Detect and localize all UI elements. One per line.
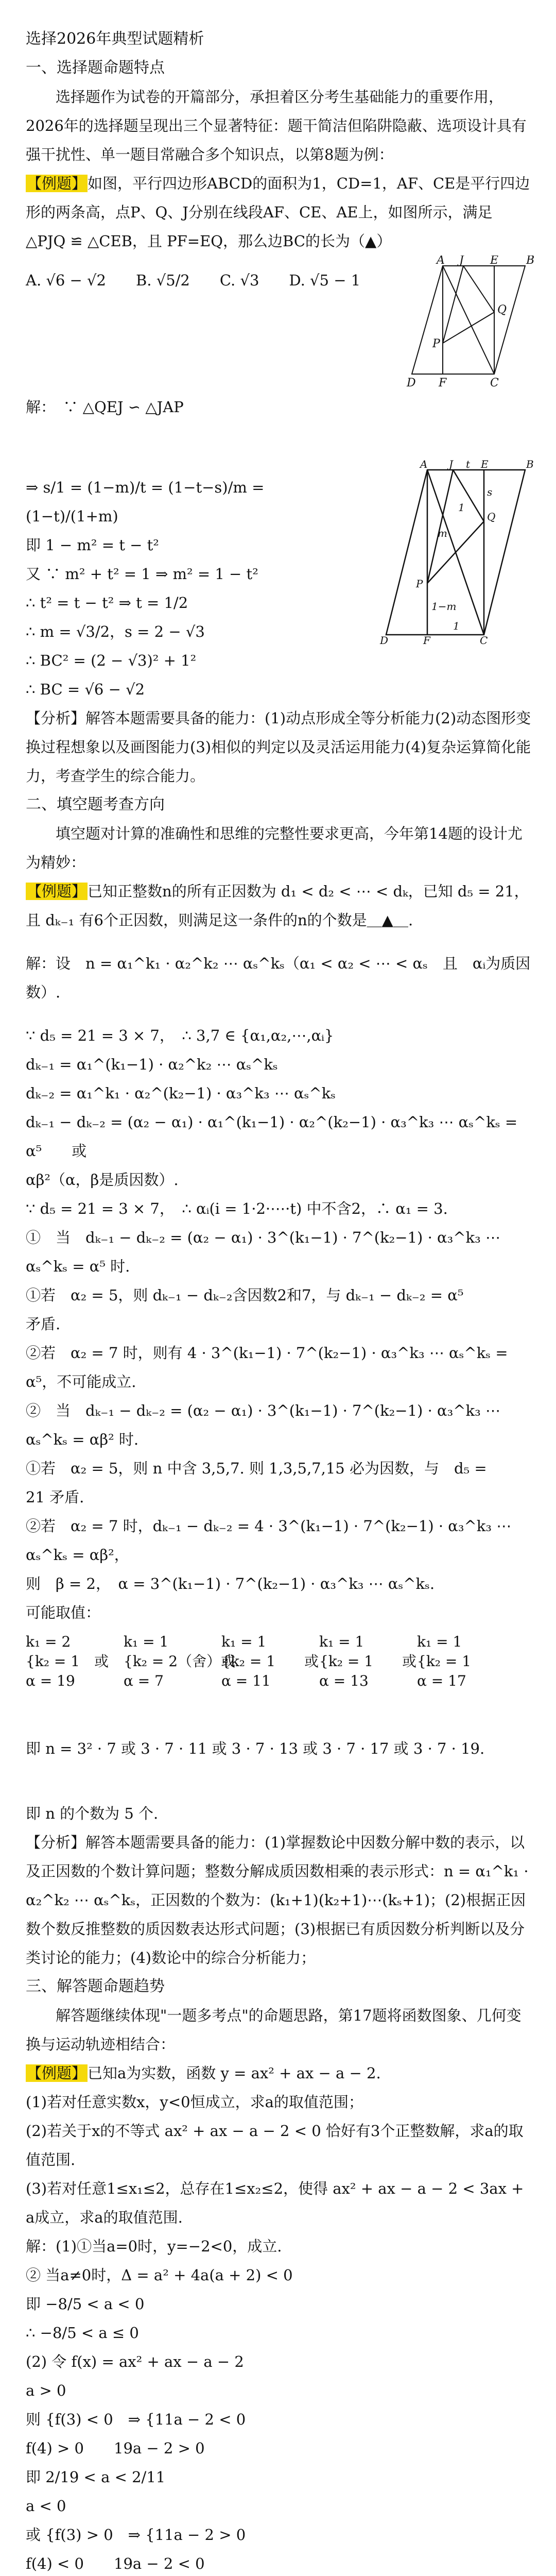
solution-line: αβ²（α，β是质因数）.: [26, 1171, 179, 1189]
solution-line: ① 当 dₖ₋₁ − dₖ₋₂ = (α₂ − α₁) · 3^(k₁−1) · 7^(k₂−1) · α₃^k₃ ⋯ αₛ^kₛ = α⁵ 时.: [26, 1229, 500, 1275]
solution-line: 则 β = 2， α = 3^(k₁−1) · 7^(k₂−1) · α₃^k₃ ⋯ αₛ^kₛ.: [26, 1575, 435, 1592]
figure-label: 1: [458, 501, 465, 514]
solution-line: 解：设 n = α₁^k₁ · α₂^k₂ ⋯ αₛ^kₛ（α₁ < α₂ < ⋯ < αₛ 且 αᵢ为质因数）.: [26, 955, 531, 1001]
question-part: (2)若关于x的不等式 ax² + ax − a − 2 < 0 恰好有3个正整数解，求a的取值范围.: [26, 2122, 524, 2168]
solution-line: f(4) < 0 19a − 2 < 0: [26, 2555, 205, 2572]
figure-parallelogram-1: [381, 256, 535, 389]
solution-line: f(4) > 0 19a − 2 > 0: [26, 2439, 205, 2457]
solution-line: ∴ BC² = (2 − √3)² + 1²: [26, 652, 197, 669]
figure-label: s: [487, 486, 493, 498]
example-text: 如图，平行四边形ABCD的面积为1，CD=1，AF、CE是平行四边形的两条高，点P、Q、J分别在线段AF、CE、AE上，如图所示，满足 △PJQ ≌ △CEB，且 PF=EQ，那么边BC的长为（▲）: [26, 175, 530, 250]
question-part: (1)若对任意实数x，y<0恒成立，求a的取值范围；: [26, 2093, 363, 2111]
solution-line: dₖ₋₁ = α₁^(k₁−1) · α₂^k₂ ⋯ αₛ^kₛ: [26, 1056, 278, 1073]
solution-line: 解：(1)①当a=0时，y=−2<0，成立.: [26, 2238, 282, 2255]
solution-line: 矛盾.: [26, 1315, 61, 1333]
case-cell: k₁ = 1 {k₂ = 1 α = 17: [417, 1633, 472, 1689]
figure-label: Q: [497, 303, 507, 316]
solution-line: ①若 α₂ = 5，则 dₖ₋₁ − dₖ₋₂含因数2和7，与 dₖ₋₁ − dₖ₋₂ = α⁵: [26, 1286, 464, 1304]
solution-line: ② 当a≠0时，Δ = a² + 4a(a + 2) < 0: [26, 2266, 293, 2284]
solution-line: ∵ d₅ = 21 = 3 × 7， ∴ 3,7 ∈ {α₁,α₂,⋯,αᵢ}: [26, 1027, 334, 1044]
solution-line: ②若 α₂ = 7 时，dₖ₋₁ − dₖ₋₂ = 4 · 3^(k₁−1) · 7^(k₂−1) · α₃^k₃ ⋯ αₛ^kₛ = αβ²，: [26, 1517, 512, 1564]
figure-label: Q: [487, 511, 496, 523]
paragraph: 选择题作为试卷的开篇部分，承担着区分考生基础能力的重要作用，2026年的选择题呈现出三个显著特征：题干简洁但陷阱隐蔽、选项设计具有强干扰性、单一题目常融合多个知识点，以第8题为例：: [26, 88, 527, 163]
solution-line: (2) 令 f(x) = ax² + ax − a − 2: [26, 2353, 244, 2370]
solution-line: ∵ d₅ = 21 = 3 × 7， ∴ αᵢ(i = 1·2·⋯·t) 中不含2，∴ α₁ = 3.: [26, 1200, 448, 1217]
figure-label: m: [438, 527, 447, 539]
figure-label: P: [416, 578, 423, 590]
example-tag: 【例题】: [27, 175, 87, 192]
figure-label: 1: [453, 620, 460, 632]
solution-line: 可能取值：: [26, 1604, 101, 1621]
solution-line: ⇒ s/1 = (1−m)/t = (1−t−s)/m = (1−t)/(1+m): [26, 479, 265, 525]
figure-label: A: [420, 460, 428, 470]
analysis-1: 【分析】解答本题需要具备的能力：(1)动点形成全等分析能力(2)动态图形变换过程想象以及画图能力(3)相似的判定以及灵活运用能力(4)复杂运算简化能力，考查学生的综合能力。: [26, 709, 531, 785]
solution-line: ②若 α₂ = 7 时，则有 4 · 3^(k₁−1) · 7^(k₂−1) · α₃^k₃ ⋯ αₛ^kₛ = α⁵，不可能成立.: [26, 1344, 508, 1391]
solution-line: 解： ∵ △QEJ ∽ △JAP: [26, 398, 184, 416]
example-tag: 【例题】: [27, 2064, 87, 2082]
solution-line: ② 当 dₖ₋₁ − dₖ₋₂ = (α₂ − α₁) · 3^(k₁−1) · 7^(k₂−1) · α₃^k₃ ⋯ αₛ^kₛ = αβ² 时.: [26, 1402, 500, 1448]
solution-line: a > 0: [26, 2382, 66, 2399]
example-2: [26, 877, 535, 935]
solution-line: ①若 α₂ = 5，则 n 中含 3,5,7. 则 1,3,5,7,15 必为因数，与 d₅ =: [26, 1460, 487, 1477]
example-tag: 【例题】: [27, 883, 87, 900]
solution-line: ∴ −8/5 < a ≤ 0: [26, 2324, 139, 2342]
figure-label: P: [432, 337, 440, 350]
figure-label: 1−m: [431, 600, 457, 613]
figure-parallelogram-2: [360, 460, 535, 645]
paragraph: 解答题继续体现"一题多考点"的命题思路，第17题将函数图象、几何变换与运动轨迹相结合：: [26, 2007, 522, 2053]
section-heading-answer: 三、解答题命题趋势: [26, 1977, 165, 1995]
solution-line: 即 n 的个数为 5 个.: [26, 1805, 159, 1822]
question-part: (3)若对任意1≤x₁≤2，总存在1≤x₂≤2，使得 ax² + ax − a − 2 < 3ax + a成立，求a的取值范围.: [26, 2180, 524, 2226]
figure-label: B: [526, 256, 535, 267]
solution-line: ∴ t² = t − t² ⇒ t = 1/2: [26, 594, 188, 612]
solution-line: 又 ∵ m² + t² = 1 ⇒ m² = 1 − t²: [26, 565, 258, 583]
figure-label: B: [526, 460, 534, 470]
figure-label: E: [481, 460, 489, 470]
page-title: 选择2026年典型试题精析: [26, 30, 204, 48]
example-1: [26, 169, 535, 256]
figure-label: D: [380, 634, 389, 645]
section-heading-choice: 一、选择题命题特点: [26, 59, 165, 77]
case-cell: k₁ = 1 {k₂ = 2（舍）或 α = 7: [124, 1633, 236, 1689]
figure-label: F: [423, 634, 430, 645]
solution-line: ∴ BC = √6 − √2: [26, 681, 145, 698]
solution-line: 即 2/19 < a < 2/11: [26, 2468, 166, 2486]
solution-line: dₖ₋₁ − dₖ₋₂ = (α₂ − α₁) · α₁^(k₁−1) · α₂^(k₂−1) · α₃^k₃ ⋯ αₛ^kₛ = α⁵ 或: [26, 1113, 518, 1160]
example-3: [26, 2059, 535, 2088]
case-cell: k₁ = 2 {k₂ = 1 或 α = 19: [26, 1633, 109, 1689]
answer-options: A. √6 − √2 B. √5/2 C. √3 D. √5 − 1: [26, 272, 361, 289]
example-text: 已知正整数n的所有正因数为 d₁ < d₂ < ⋯ < dₖ，已知 d₅ = 21，且 dₖ₋₁ 有6个正因数，则满足这一条件的n的个数是＿▲＿.: [26, 883, 529, 929]
solution-line: ∴ m = √3/2，s = 2 − √3: [26, 623, 205, 640]
figure-label: C: [480, 634, 488, 645]
section-heading-fill: 二、填空题考查方向: [26, 795, 165, 814]
solution-line: 或 {f(3) > 0 ⇒ {11a − 2 > 0: [26, 2526, 246, 2544]
figure-label: J: [449, 460, 454, 470]
figure-label: A: [437, 256, 445, 267]
figure-label: F: [439, 377, 447, 389]
case-table: [26, 1632, 535, 1691]
paragraph: 填空题对计算的准确性和思维的完整性要求更高，今年第14题的设计尤为精妙：: [26, 825, 523, 871]
case-cell: k₁ = 1 {k₂ = 1 或 α = 13: [319, 1633, 417, 1689]
solution-line: 即 n = 3² · 7 或 3 · 7 · 11 或 3 · 7 · 13 或 3 · 7 · 17 或 3 · 7 · 19.: [26, 1740, 485, 1757]
solution-line: 即 −8/5 < a < 0: [26, 2295, 145, 2313]
case-cell: k₁ = 1 {k₂ = 1 或 α = 11: [221, 1633, 319, 1689]
figure-label: D: [407, 377, 416, 389]
analysis-2: 【分析】解答本题需要具备的能力：(1)掌握数论中因数分解中数的表示，以及正因数的个数计算问题；整数分解成质因数相乘的表示形式：n = α₁^k₁ · α₂^k₂ ⋯ αₛ^kₛ，正因数的个数为：(k₁+1)(k₂+1)⋯(kₛ+1)；(2)根据正因数个数反推整数的质因数表达形式问题；(3)根据已有质因数分析判断以及分类讨论的能力；(4)数论中的综合分析能力；: [26, 1834, 529, 1967]
figure-label: C: [490, 377, 499, 389]
figure-label: t: [466, 460, 471, 470]
figure-label: J: [459, 256, 464, 267]
solution-3: [26, 2232, 535, 2576]
solution-line: 即 1 − m² = t − t²: [26, 536, 159, 554]
solution-line: 则 {f(3) < 0 ⇒ {11a − 2 < 0: [26, 2411, 246, 2428]
example-text: 已知a为实数，函数 y = ax² + ax − a − 2.: [88, 2064, 381, 2082]
figure-label: E: [490, 256, 499, 267]
solution-line: a < 0: [26, 2497, 66, 2515]
solution-line: 21 矛盾.: [26, 1488, 84, 1506]
solution-line: dₖ₋₂ = α₁^k₁ · α₂^(k₂−1) · α₃^k₃ ⋯ αₛ^kₛ: [26, 1084, 336, 1102]
